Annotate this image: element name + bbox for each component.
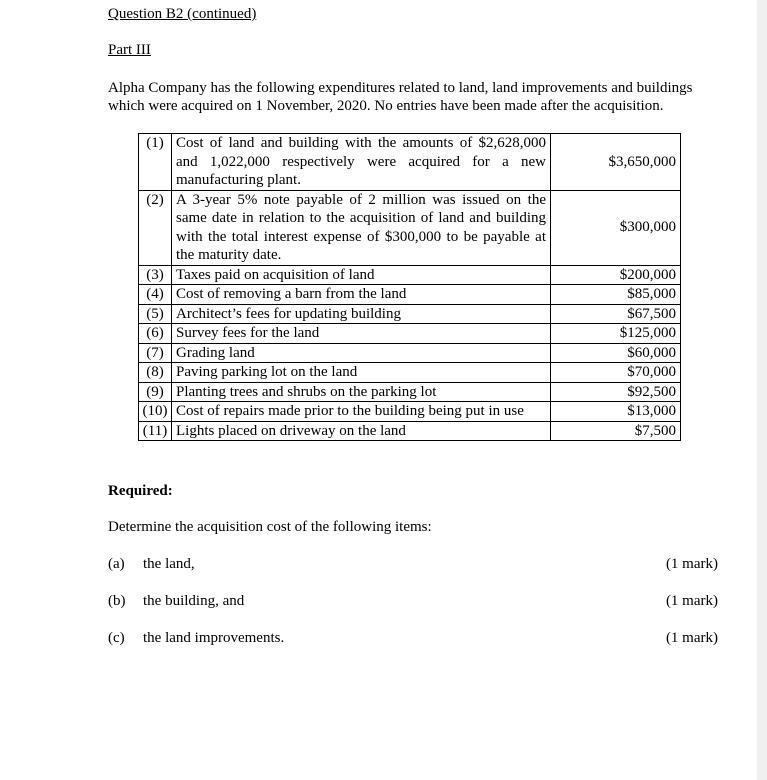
row-description: Survey fees for the land bbox=[172, 324, 551, 344]
item-text: the land improvements. bbox=[143, 630, 285, 646]
intro-paragraph: Alpha Company has the following expenditures related to land, land improvements and buildings which were acquired on 1 November, 2020. No entries have been made after the acquisition. bbox=[108, 80, 693, 114]
row-number: (9) bbox=[139, 382, 172, 402]
item-label: (b) bbox=[108, 593, 126, 609]
row-number: (3) bbox=[139, 265, 172, 285]
table-row bbox=[139, 421, 681, 441]
row-description: Grading land bbox=[172, 343, 551, 363]
row-number: (10) bbox=[139, 402, 172, 422]
row-amount: $7,500 bbox=[551, 421, 681, 441]
table-row bbox=[139, 363, 681, 383]
row-amount: $200,000 bbox=[551, 265, 681, 285]
row-number: (6) bbox=[139, 324, 172, 344]
table-row bbox=[139, 343, 681, 363]
row-number: (4) bbox=[139, 285, 172, 305]
row-number: (11) bbox=[139, 421, 172, 441]
row-number: (2) bbox=[139, 190, 172, 265]
question-heading: Question B2 (continued) bbox=[108, 6, 257, 22]
table-row bbox=[139, 190, 681, 265]
table-row bbox=[139, 285, 681, 305]
item-mark: (1 mark) bbox=[665, 630, 718, 646]
table-row bbox=[139, 265, 681, 285]
row-description: Cost of land and building with the amounts of $2,628,000 and 1,022,000 respectively were acquired for a new manufacturing plant. bbox=[172, 134, 551, 191]
table-row bbox=[139, 402, 681, 422]
table-row bbox=[139, 304, 681, 324]
row-number: (7) bbox=[139, 343, 172, 363]
row-description: Cost of repairs made prior to the building being put in use bbox=[172, 402, 551, 422]
required-heading: Required: bbox=[108, 483, 173, 499]
table-row bbox=[139, 324, 681, 344]
item-text: the building, and bbox=[143, 593, 245, 609]
row-description: Taxes paid on acquisition of land bbox=[172, 265, 551, 285]
item-mark: (1 mark) bbox=[665, 556, 718, 572]
row-number: (1) bbox=[139, 134, 172, 191]
row-amount: $13,000 bbox=[551, 402, 681, 422]
expenditure-table bbox=[138, 133, 681, 441]
row-amount: $3,650,000 bbox=[551, 134, 681, 191]
row-description: Planting trees and shrubs on the parking lot bbox=[172, 382, 551, 402]
row-description: Paving parking lot on the land bbox=[172, 363, 551, 383]
row-amount: $300,000 bbox=[551, 190, 681, 265]
row-description: Lights placed on driveway on the land bbox=[172, 421, 551, 441]
required-instruction: Determine the acquisition cost of the following items: bbox=[108, 519, 432, 535]
row-amount: $92,500 bbox=[551, 382, 681, 402]
row-description: Cost of removing a barn from the land bbox=[172, 285, 551, 305]
table-row bbox=[139, 382, 681, 402]
table-row bbox=[139, 134, 681, 191]
row-amount: $125,000 bbox=[551, 324, 681, 344]
row-description: A 3-year 5% note payable of 2 million was issued on the same date in relation to the acquisition of land and building with the total interest expense of $300,000 to be payable at the maturity date. bbox=[172, 190, 551, 265]
item-mark: (1 mark) bbox=[665, 593, 718, 609]
row-number: (8) bbox=[139, 363, 172, 383]
row-number: (5) bbox=[139, 304, 172, 324]
row-amount: $60,000 bbox=[551, 343, 681, 363]
item-text: the land, bbox=[143, 556, 195, 572]
row-description: Architect’s fees for updating building bbox=[172, 304, 551, 324]
item-label: (c) bbox=[108, 630, 125, 646]
row-amount: $85,000 bbox=[551, 285, 681, 305]
row-amount: $67,500 bbox=[551, 304, 681, 324]
row-amount: $70,000 bbox=[551, 363, 681, 383]
part-heading: Part III bbox=[108, 42, 151, 58]
item-label: (a) bbox=[108, 556, 125, 572]
